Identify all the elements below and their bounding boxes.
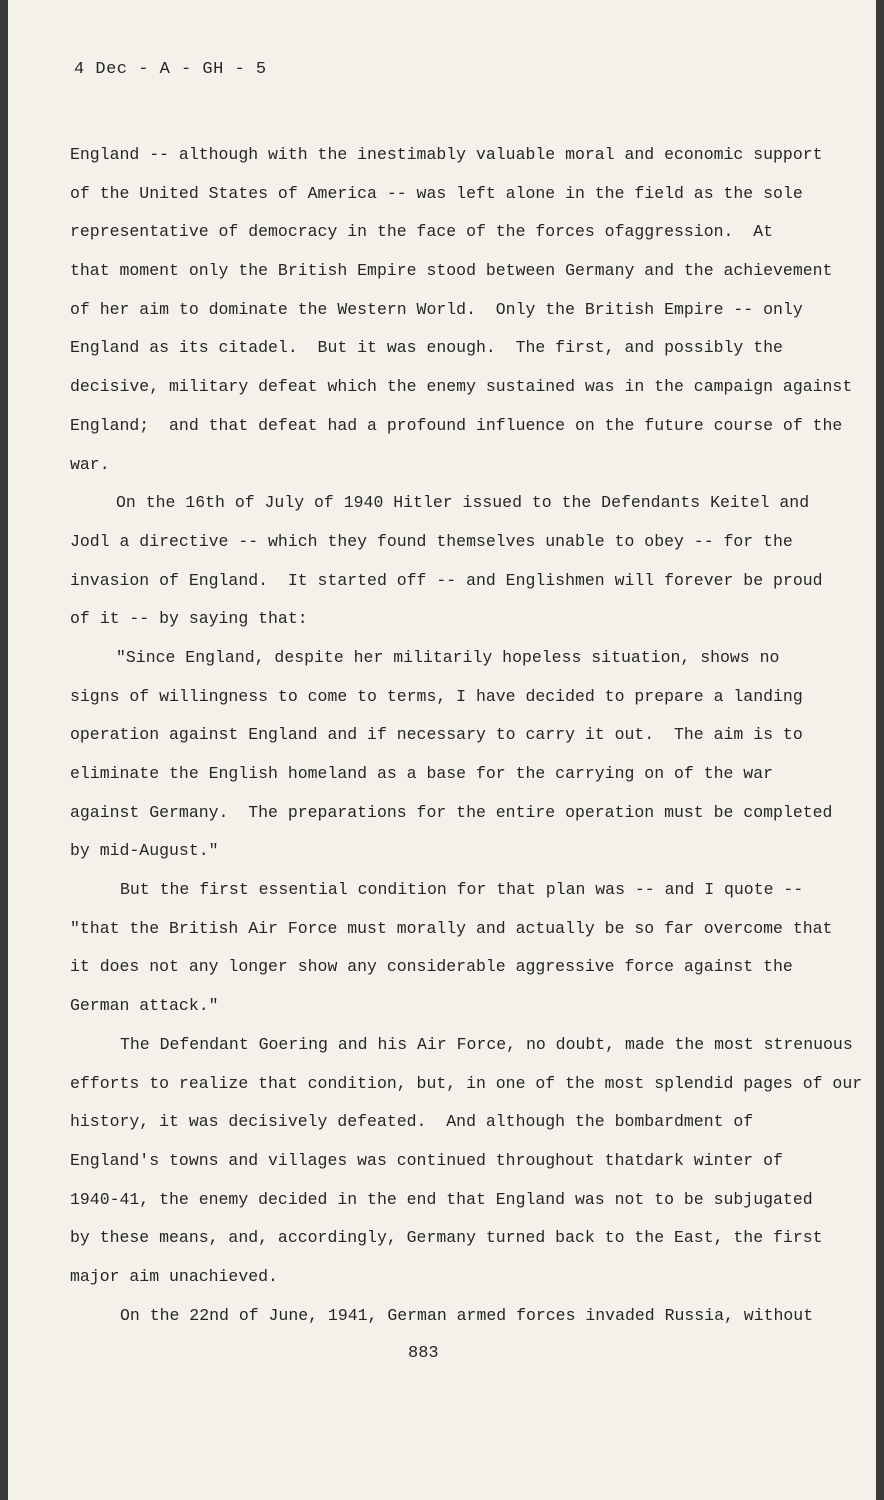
paragraph — [70, 136, 853, 484]
text-line: that moment only the British Empire stood between Germany and the achievement — [70, 261, 833, 281]
text-line: "Since England, despite her militarily hopeless situation, shows no — [116, 647, 780, 667]
page-number: 883 — [408, 1344, 439, 1363]
text-line: England -- although with the inestimably valuable moral and economic support — [70, 145, 823, 164]
text-line: eliminate the English homeland as a base for the carrying on of the war — [70, 764, 774, 783]
text-line: efforts to realize that condition, but, in one of the most splendid pages of our — [70, 1073, 863, 1093]
paragraph — [70, 1026, 863, 1297]
paragraph — [70, 1297, 842, 1336]
text-line: signs of willingness to come to terms, I have decided to prepare a landing — [70, 686, 803, 706]
document-body — [70, 136, 863, 1335]
text-line: of it -- by saying that: — [70, 609, 308, 629]
text-line: England as its citadel. But it was enough. The first, and possibly the — [70, 338, 783, 358]
text-line: England's towns and villages was continued throughout thatdark winter of — [70, 1150, 783, 1170]
text-line: by these means, and, accordingly, Germany turned back to the East, the first — [70, 1228, 823, 1248]
quotation-paragraph — [70, 639, 842, 871]
text-line: "that the British Air Force must morally and actually be so far overcome that — [70, 918, 833, 938]
text-line: But the first essential condition for that plan was -- and I quote -- — [120, 880, 804, 900]
text-line: it does not any longer show any considerable aggressive force against the — [70, 957, 793, 977]
text-line: major aim unachieved. — [70, 1266, 278, 1286]
text-line: 1940-41, the enemy decided in the end that England was not to be subjugated — [70, 1189, 813, 1209]
text-line: operation against England and if necessary to carry it out. The aim is to — [70, 725, 803, 745]
text-line: representative of democracy in the face of the forces ofaggression. At — [70, 222, 774, 242]
text-line: On the 16th of July of 1940 Hitler issued to the Defendants Keitel and — [116, 493, 810, 513]
text-line: invasion of England. It started off -- and Englishmen will forever be proud — [70, 570, 823, 590]
text-line: war. — [70, 454, 110, 474]
paragraph — [70, 484, 842, 639]
text-line: The Defendant Goering and his Air Force, no doubt, made the most strenuous — [120, 1034, 853, 1054]
paragraph — [70, 871, 842, 1026]
text-line: Jodl a directive -- which they found themselves unable to obey -- for the — [70, 531, 793, 551]
text-line: by mid-August." — [70, 841, 219, 861]
text-line: of the United States of America -- was left alone in the field as the sole — [70, 183, 803, 203]
text-line: On the 22nd of June, 1941, German armed forces invaded Russia, without — [120, 1305, 814, 1325]
text-line: history, it was decisively defeated. And although the bombardment of — [70, 1112, 754, 1132]
page-header: 4 Dec - A - GH - 5 — [74, 60, 267, 79]
text-line: German attack." — [70, 996, 219, 1016]
text-line: of her aim to dominate the Western World. Only the British Empire -- only — [70, 299, 803, 319]
text-line: against Germany. The preparations for the entire operation must be completed — [70, 802, 833, 822]
text-line: decisive, military defeat which the enemy sustained was in the campaign against — [70, 377, 853, 397]
text-line: England; and that defeat had a profound influence on the future course of the — [70, 415, 843, 435]
